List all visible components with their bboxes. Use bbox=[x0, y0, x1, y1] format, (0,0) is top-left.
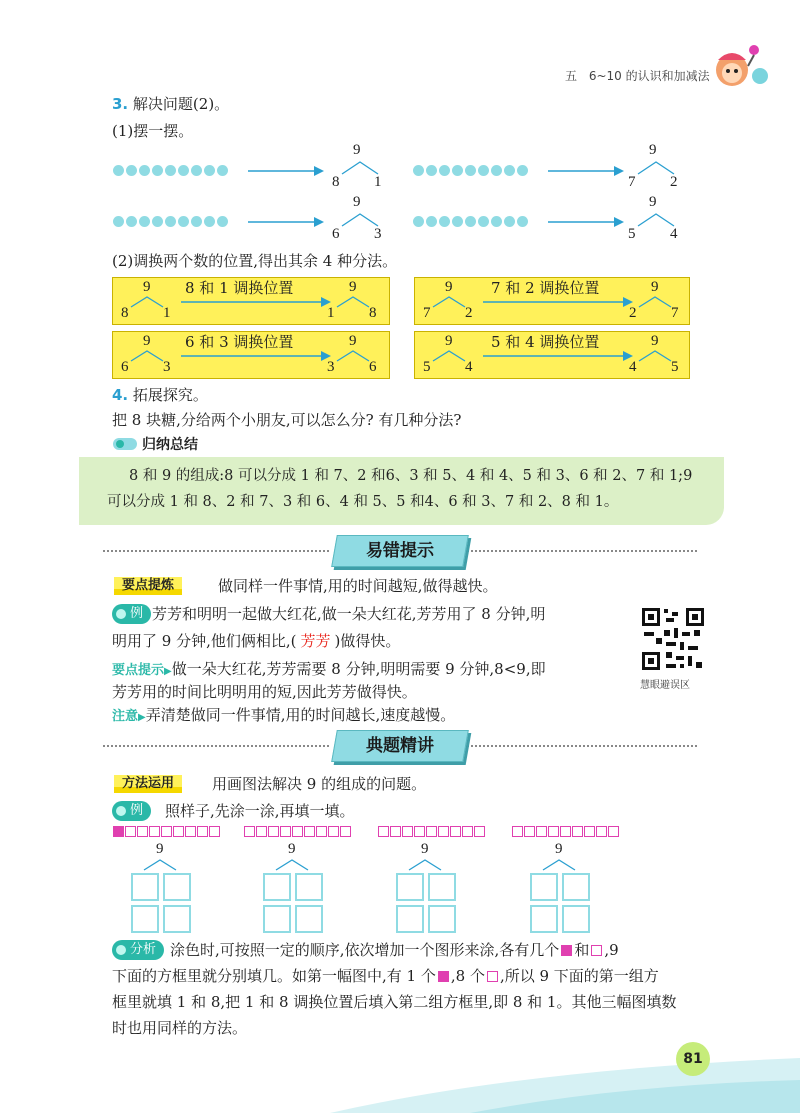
analysis-1b: 和 bbox=[574, 941, 590, 959]
swap-box-6-3 bbox=[112, 331, 390, 379]
answer-tree-2 bbox=[260, 841, 324, 936]
qr-code-icon[interactable] bbox=[640, 606, 706, 672]
example-line-2b: )做得快。 bbox=[334, 632, 401, 650]
answer-box[interactable] bbox=[263, 873, 291, 901]
chapter-title: 6~10 的认识和加减法 bbox=[588, 69, 710, 83]
swap-left-2: 4 bbox=[629, 359, 637, 375]
analysis-line-1 bbox=[170, 940, 619, 960]
swap-left-2: 1 bbox=[327, 305, 335, 321]
q4-text: 把 8 块糖,分给两个小朋友,可以怎么分? 有几种分法? bbox=[112, 411, 462, 429]
summary-line-2: 可以分成 1 和 8、2 和 7、3 和 6、4 和 5、5 和4、6 和 3、7 和 2、8 和 1。 bbox=[107, 494, 619, 510]
filled-square-icon bbox=[561, 945, 572, 956]
answer-box[interactable] bbox=[131, 873, 159, 901]
swap-top-2: 9 bbox=[349, 279, 357, 295]
answer-tree-3 bbox=[393, 841, 457, 936]
banner-errors bbox=[331, 535, 469, 567]
answer-box[interactable] bbox=[263, 905, 291, 933]
divider bbox=[464, 550, 697, 552]
dots-row-1b bbox=[413, 165, 528, 176]
analysis-line-2 bbox=[112, 966, 659, 986]
divider bbox=[103, 745, 329, 747]
answer-box[interactable] bbox=[396, 873, 424, 901]
tree-left: 5 bbox=[628, 226, 636, 242]
analysis-tag-text: 分析 bbox=[130, 942, 157, 957]
swap-right-2: 5 bbox=[671, 359, 679, 375]
analysis-1c: ,9 bbox=[604, 941, 619, 959]
hint-line-1 bbox=[112, 659, 546, 682]
swap-label: 5 和 4 调换位置 bbox=[491, 333, 600, 351]
tree-9-6-3 bbox=[330, 194, 390, 252]
method-text: 用画图法解决 9 的组成的问题。 bbox=[212, 775, 427, 793]
swap-top-2: 9 bbox=[651, 333, 659, 349]
answer-tree-4 bbox=[527, 841, 591, 936]
swap-right-2: 8 bbox=[369, 305, 377, 321]
q3-sub1: (1)摆一摆。 bbox=[112, 122, 194, 140]
answer-tree-top: 9 bbox=[156, 841, 164, 857]
swap-left: 8 bbox=[121, 305, 129, 321]
q3-sub2: (2)调换两个数的位置,得出其余 4 种分法。 bbox=[112, 252, 398, 270]
q3-title-text: 解决问题(2)。 bbox=[132, 95, 230, 113]
tree-right: 1 bbox=[374, 174, 382, 190]
swap-left: 7 bbox=[423, 305, 431, 321]
triangle-right-icon: ▶ bbox=[138, 712, 146, 723]
banner-typical-text: 典题精讲 bbox=[366, 736, 434, 756]
swap-label: 7 和 2 调换位置 bbox=[491, 279, 600, 297]
example-tag bbox=[112, 604, 151, 624]
answer-box[interactable] bbox=[562, 873, 590, 901]
swap-top-2: 9 bbox=[651, 279, 659, 295]
swap-right-2: 6 bbox=[369, 359, 377, 375]
tree-top: 9 bbox=[649, 142, 657, 158]
arrow-icon bbox=[181, 350, 331, 362]
dots-row-1a bbox=[113, 165, 228, 176]
arrow-icon bbox=[483, 296, 633, 308]
answer-box[interactable] bbox=[163, 905, 191, 933]
empty-square-icon bbox=[487, 971, 498, 982]
method-tag: 方法运用 bbox=[114, 775, 182, 793]
q4-title bbox=[112, 385, 208, 405]
triangle-right-icon: ▶ bbox=[164, 666, 172, 677]
dots-row-2a bbox=[113, 216, 228, 227]
answer-tree-top: 9 bbox=[288, 841, 296, 857]
example-line-2 bbox=[112, 631, 400, 651]
hint-text-1: 做一朵大红花,芳芳需要 8 分钟,明明需要 9 分钟,8<9,即 bbox=[171, 660, 546, 678]
arrow-icon bbox=[483, 350, 633, 362]
swap-box-7-2 bbox=[414, 277, 690, 325]
answer-box[interactable] bbox=[428, 905, 456, 933]
answer-tree-1 bbox=[128, 841, 192, 936]
arrow-icon bbox=[248, 161, 324, 181]
tree-left: 7 bbox=[628, 174, 636, 190]
square-group-3 bbox=[378, 826, 486, 837]
q3-number: 3. bbox=[112, 95, 129, 113]
hint-tag: 要点提示 bbox=[112, 663, 165, 678]
swap-right-2: 7 bbox=[671, 305, 679, 321]
swap-left-2: 2 bbox=[629, 305, 637, 321]
tree-9-7-2 bbox=[626, 142, 686, 200]
swap-box-5-4 bbox=[414, 331, 690, 379]
swap-top-2: 9 bbox=[349, 333, 357, 349]
chapter-number: 五 bbox=[565, 69, 578, 83]
swap-left-2: 3 bbox=[327, 359, 335, 375]
q4-title-text: 拓展探究。 bbox=[132, 386, 208, 404]
q3-title bbox=[112, 94, 229, 114]
arrow-icon bbox=[548, 161, 624, 181]
divider bbox=[103, 550, 329, 552]
answer-box[interactable] bbox=[428, 873, 456, 901]
example-tag-2-text: 例 bbox=[130, 803, 144, 818]
tree-top: 9 bbox=[649, 194, 657, 210]
example-line-1: 芳芳和明明一起做大红花,做一朵大红花,芳芳用了 8 分钟,明 bbox=[152, 605, 546, 623]
note-text: 弄清楚做同一件事情,用的时间越长,速度越慢。 bbox=[145, 706, 456, 724]
answer-tree-top: 9 bbox=[555, 841, 563, 857]
summary-box bbox=[79, 457, 724, 525]
swap-right: 1 bbox=[163, 305, 171, 321]
answer-box[interactable] bbox=[131, 905, 159, 933]
square-group-2 bbox=[244, 826, 352, 837]
swap-top: 9 bbox=[143, 279, 151, 295]
swap-top: 9 bbox=[143, 333, 151, 349]
analysis-2c: ,所以 9 下面的第一组方 bbox=[499, 967, 659, 985]
swap-right: 4 bbox=[465, 359, 473, 375]
divider bbox=[464, 745, 697, 747]
swap-left: 6 bbox=[121, 359, 129, 375]
arrow-icon bbox=[181, 296, 331, 308]
answer-box[interactable] bbox=[295, 873, 323, 901]
tree-9-5-4 bbox=[626, 194, 686, 252]
filled-square-icon bbox=[438, 971, 449, 982]
analysis-2b: ,8 个 bbox=[450, 967, 485, 985]
analysis-line-3: 框里就填 1 和 8,把 1 和 8 调换位置后填入第二组方框里,即 8 和 1。其他三幅图填数 bbox=[112, 993, 677, 1011]
example-tag-2 bbox=[112, 801, 151, 821]
answer-box[interactable] bbox=[163, 873, 191, 901]
example-2-text: 照样子,先涂一涂,再填一填。 bbox=[165, 802, 355, 820]
banner-errors-text: 易错提示 bbox=[366, 541, 434, 561]
key-points-text: 做同样一件事情,用的时间越短,做得越快。 bbox=[218, 577, 498, 595]
analysis-1a: 涂色时,可按照一定的顺序,依次增加一个图形来涂,各有几个 bbox=[170, 941, 560, 959]
chapter-header bbox=[565, 66, 710, 86]
square-group-1 bbox=[113, 826, 221, 837]
answer-tree-top: 9 bbox=[421, 841, 429, 857]
mascot-icon bbox=[708, 40, 770, 92]
summary-line-1: 8 和 9 的组成:8 可以分成 1 和 7、2 和6、3 和 5、4 和 4、5 和 3、6 和 2、7 和 1;9 bbox=[129, 468, 693, 484]
tree-right: 3 bbox=[374, 226, 382, 242]
analysis-tag bbox=[112, 940, 164, 960]
arrow-icon bbox=[548, 212, 624, 232]
example-answer: 芳芳 bbox=[300, 632, 331, 650]
swap-top: 9 bbox=[445, 333, 453, 349]
swap-top: 9 bbox=[445, 279, 453, 295]
note-tag: 注意 bbox=[112, 709, 139, 724]
swap-right: 3 bbox=[163, 359, 171, 375]
tree-left: 6 bbox=[332, 226, 340, 242]
toggle-icon bbox=[112, 437, 138, 451]
example-tag-text: 例 bbox=[130, 606, 144, 621]
empty-square-icon bbox=[591, 945, 602, 956]
square-group-4 bbox=[512, 826, 620, 837]
page-number: 81 bbox=[676, 1042, 710, 1076]
swap-box-8-1 bbox=[112, 277, 390, 325]
tree-right: 2 bbox=[670, 174, 678, 190]
example-line-2a: 明用了 9 分钟,他们俩相比,( bbox=[112, 632, 297, 650]
swap-left: 5 bbox=[423, 359, 431, 375]
tree-9-8-1 bbox=[330, 142, 390, 200]
answer-box[interactable] bbox=[562, 905, 590, 933]
note-line bbox=[112, 705, 455, 728]
swap-right: 2 bbox=[465, 305, 473, 321]
answer-box[interactable] bbox=[530, 873, 558, 901]
tree-top: 9 bbox=[353, 194, 361, 210]
tree-left: 8 bbox=[332, 174, 340, 190]
analysis-2a: 下面的方框里就分别填几。如第一幅图中,有 1 个 bbox=[112, 967, 436, 985]
analysis-line-4: 时也用同样的方法。 bbox=[112, 1019, 248, 1037]
summary-title: 归纳总结 bbox=[142, 437, 198, 453]
qr-caption: 慧眼避误区 bbox=[640, 680, 690, 691]
q4-number: 4. bbox=[112, 386, 129, 404]
swap-label: 8 和 1 调换位置 bbox=[185, 279, 294, 297]
answer-box[interactable] bbox=[295, 905, 323, 933]
tree-top: 9 bbox=[353, 142, 361, 158]
hint-line-2: 芳芳用的时间比明明用的短,因此芳芳做得快。 bbox=[112, 683, 417, 701]
dots-row-2b bbox=[413, 216, 528, 227]
banner-typical bbox=[331, 730, 469, 762]
tree-right: 4 bbox=[670, 226, 678, 242]
answer-box[interactable] bbox=[396, 905, 424, 933]
swap-label: 6 和 3 调换位置 bbox=[185, 333, 294, 351]
key-points-tag: 要点提炼 bbox=[114, 577, 182, 595]
answer-box[interactable] bbox=[530, 905, 558, 933]
arrow-icon bbox=[248, 212, 324, 232]
